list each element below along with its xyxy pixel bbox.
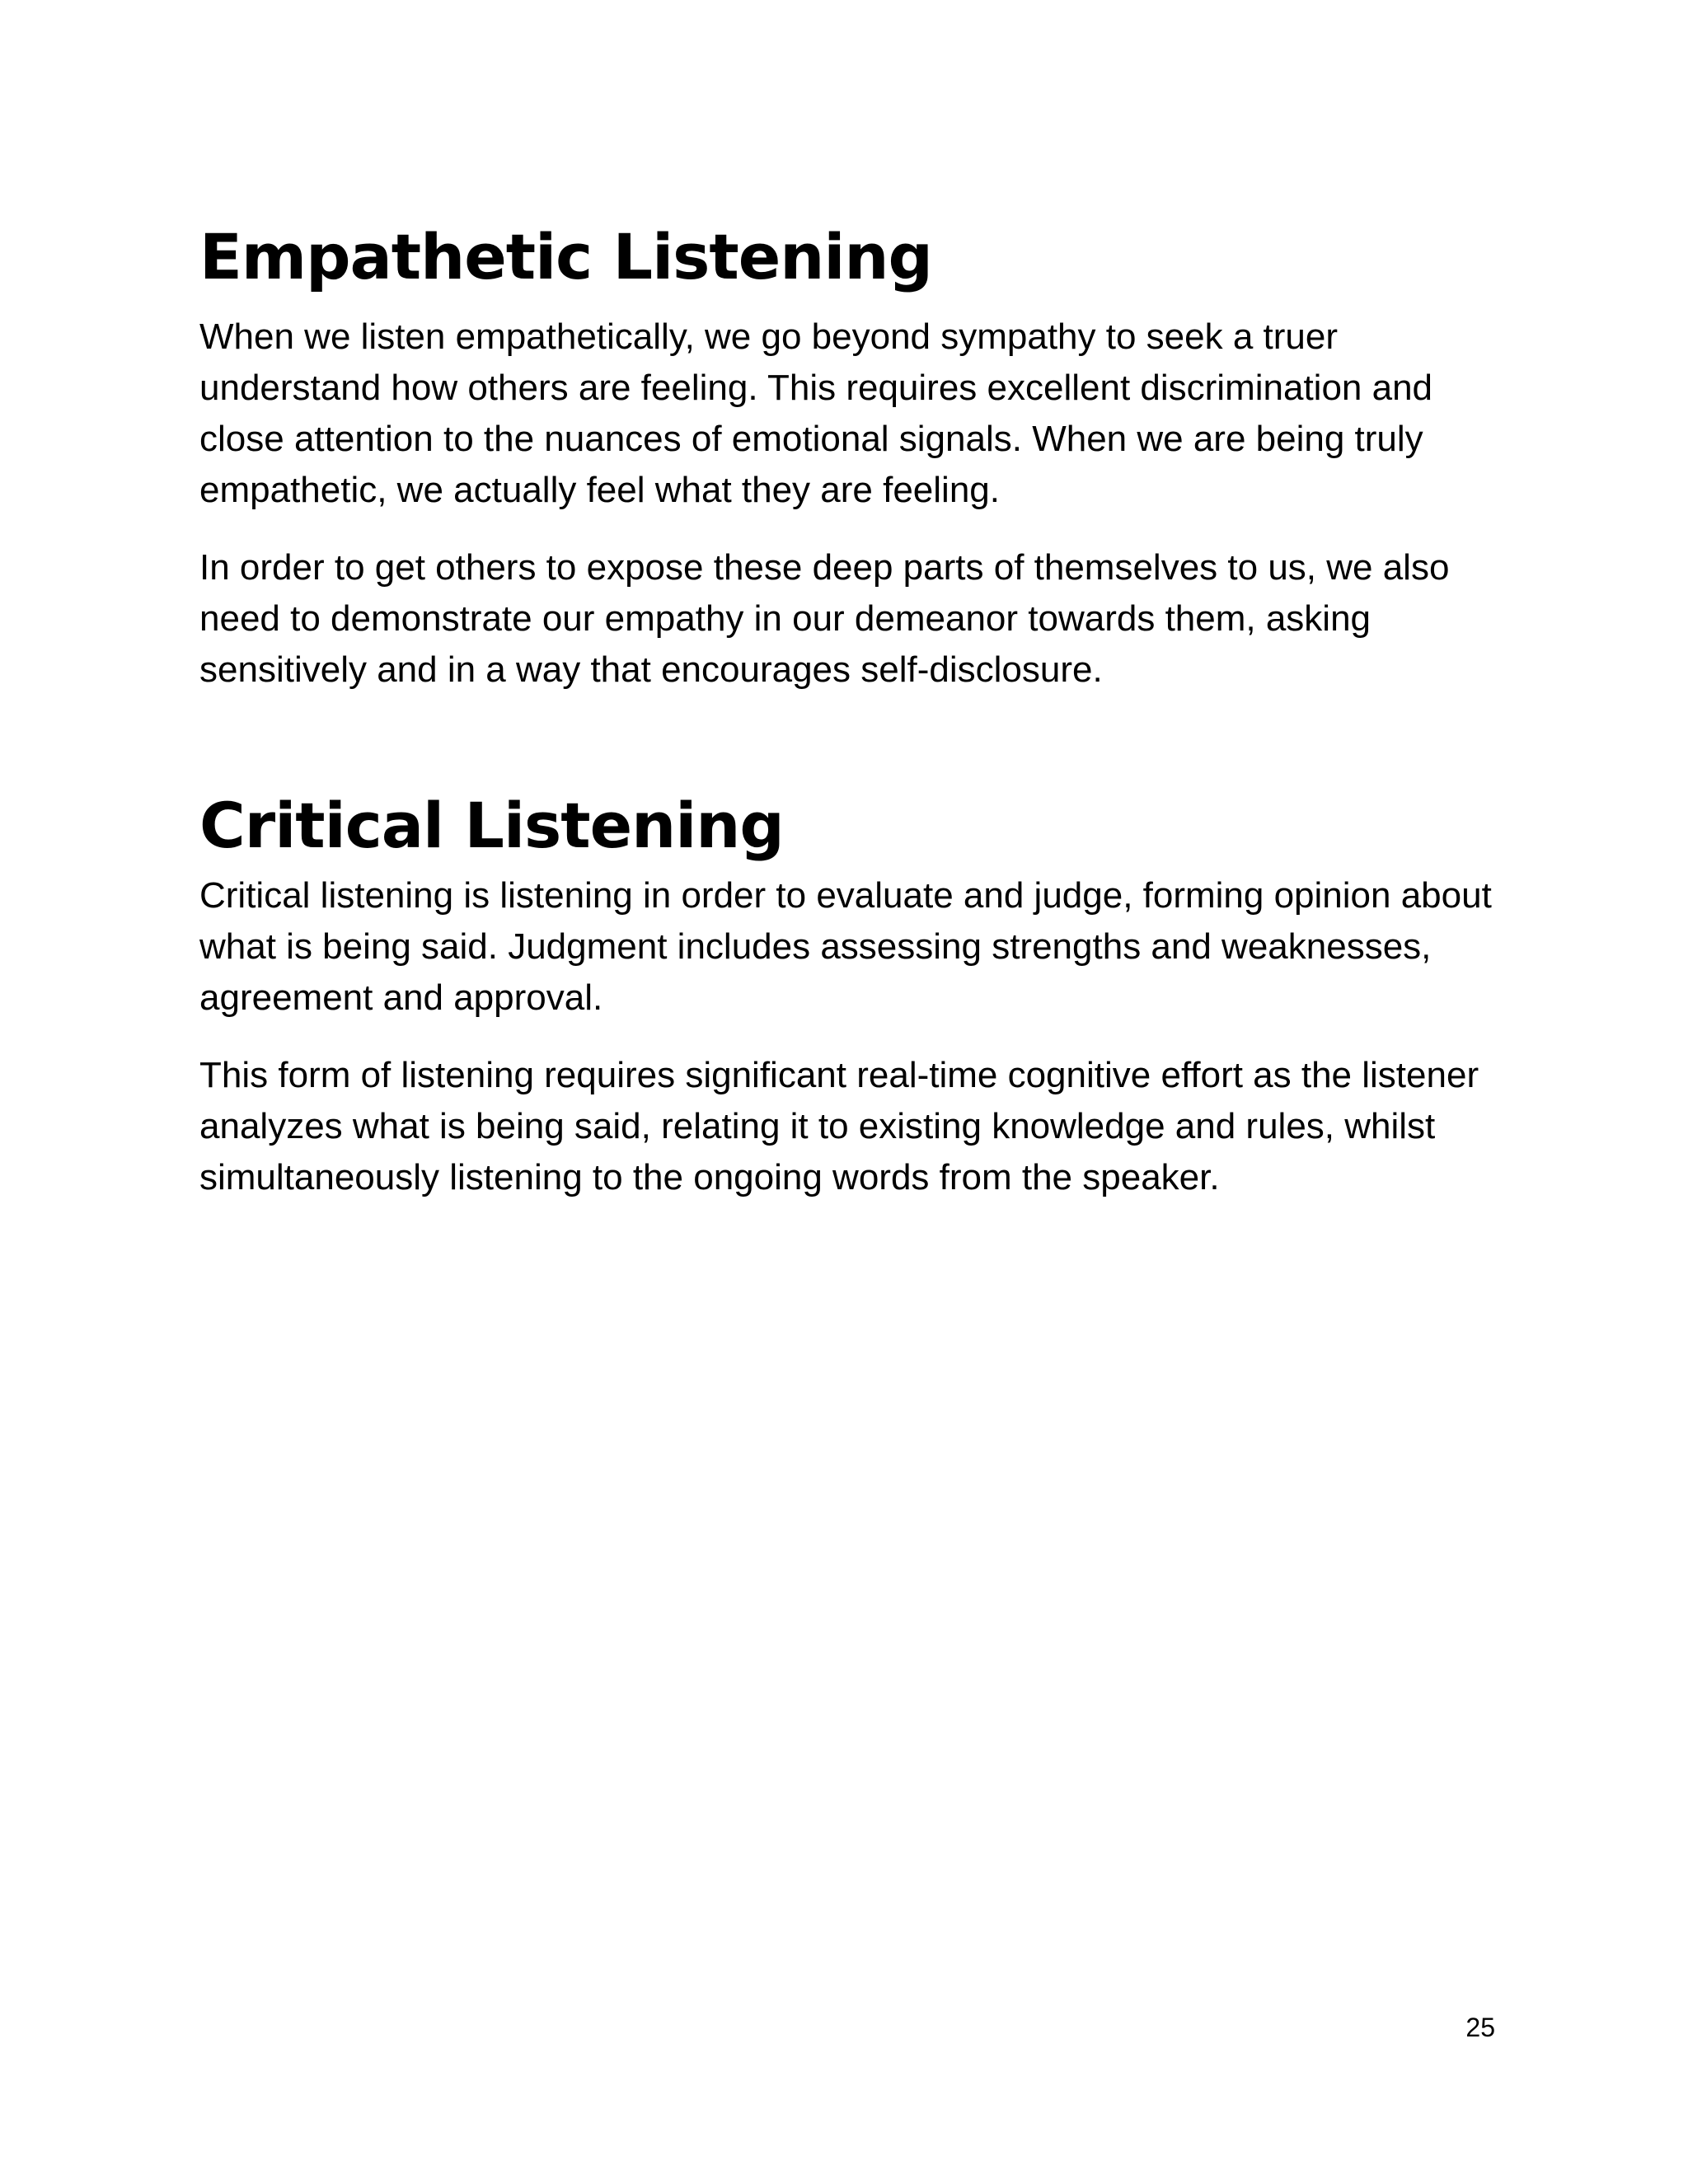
paragraph: This form of listening requires significant real-time cognitive effort as the listener analyzes what is being said, relating it to existing knowledge and rules, whilst simultaneously listening to the ongoing words from the speaker. (199, 1055, 1479, 1197)
paragraph: In order to get others to expose these deep parts of themselves to us, we also need to demonstrate our empathy in our demeanor towards them, asking sensitively and in a way that encourages self-disclosure. (199, 547, 1450, 690)
paragraph: Critical listening is listening in order to evaluate and judge, forming opinion about what is being said. Judgment includes assessing strengths and weaknesses, agreement and approval. (199, 875, 1492, 1018)
section-critical-listening (199, 785, 1502, 1203)
section-heading: Empathetic Listening (199, 220, 932, 293)
page-content (199, 216, 1502, 1230)
section-empathetic-listening (199, 216, 1502, 696)
page-number: 25 (1465, 2013, 1495, 2042)
section-heading: Critical Listening (199, 789, 784, 862)
paragraph: When we listen empathetically, we go beyond sympathy to seek a truer understand how others are feeling. This requires excellent discrimination and close attention to the nuances of emotional signals. When we are being truly empathetic, we actually feel what they are feeling. (199, 316, 1433, 510)
